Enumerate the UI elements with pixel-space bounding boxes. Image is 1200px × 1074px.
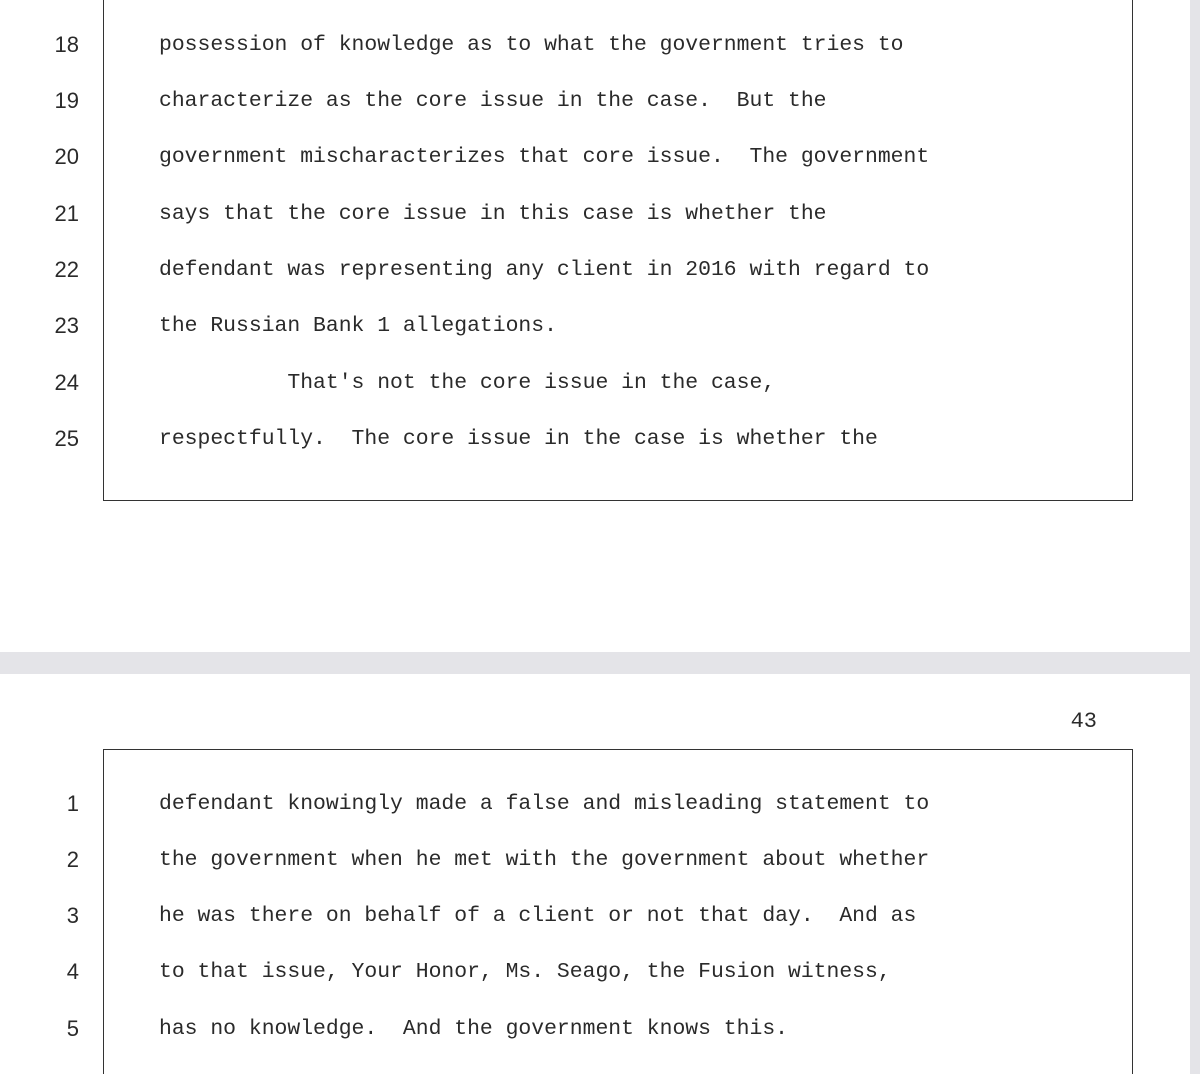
line-text: he was there on behalf of a client or not that day. And as (159, 904, 917, 928)
transcript-line (0, 840, 1190, 880)
line-text: to that issue, Your Honor, Ms. Seago, the Fusion witness, (159, 960, 891, 984)
line-text: the Russian Bank 1 allegations. (159, 314, 557, 338)
page-number: 43 (1070, 709, 1097, 734)
line-number: 5 (66, 1016, 79, 1041)
line-number: 19 (54, 88, 79, 113)
line-text: That's not the core issue in the case, (159, 371, 776, 395)
line-number: 21 (54, 201, 79, 226)
line-number: 22 (54, 257, 79, 282)
page-separator (0, 652, 1200, 674)
line-text: the government when he met with the government about whether (159, 848, 930, 872)
transcript-line (0, 250, 1190, 290)
line-number: 3 (66, 903, 79, 928)
line-text: government mischaracterizes that core issue. The government (159, 145, 930, 169)
line-text: possession of knowledge as to what the government tries to (159, 33, 904, 57)
transcript-line (0, 363, 1190, 403)
transcript-line (0, 137, 1190, 177)
viewer-scroll-gutter (1190, 0, 1200, 1074)
line-number: 25 (54, 426, 79, 451)
line-number: 23 (54, 313, 79, 338)
line-text: characterize as the core issue in the case. But the (159, 89, 827, 113)
transcript-line (0, 25, 1190, 65)
transcript-line (0, 952, 1190, 992)
transcript-line (0, 194, 1190, 234)
transcript-line (0, 81, 1190, 121)
line-number: 2 (66, 847, 79, 872)
transcript-line (0, 306, 1190, 346)
line-text: respectfully. The core issue in the case is whether the (159, 427, 878, 451)
transcript-line (0, 896, 1190, 936)
line-number: 24 (54, 370, 79, 395)
transcript-line (0, 1009, 1190, 1049)
line-text: defendant knowingly made a false and misleading statement to (159, 792, 930, 816)
line-number: 1 (66, 791, 79, 816)
line-number: 18 (54, 32, 79, 57)
line-text: defendant was representing any client in 2016 with regard to (159, 258, 930, 282)
transcript-page-43 (0, 674, 1190, 1074)
line-number: 4 (66, 959, 79, 984)
transcript-line (0, 419, 1190, 459)
line-text: says that the core issue in this case is whether the (159, 202, 827, 226)
line-text: has no knowledge. And the government knows this. (159, 1017, 788, 1041)
line-number: 20 (54, 144, 79, 169)
transcript-line (0, 784, 1190, 824)
